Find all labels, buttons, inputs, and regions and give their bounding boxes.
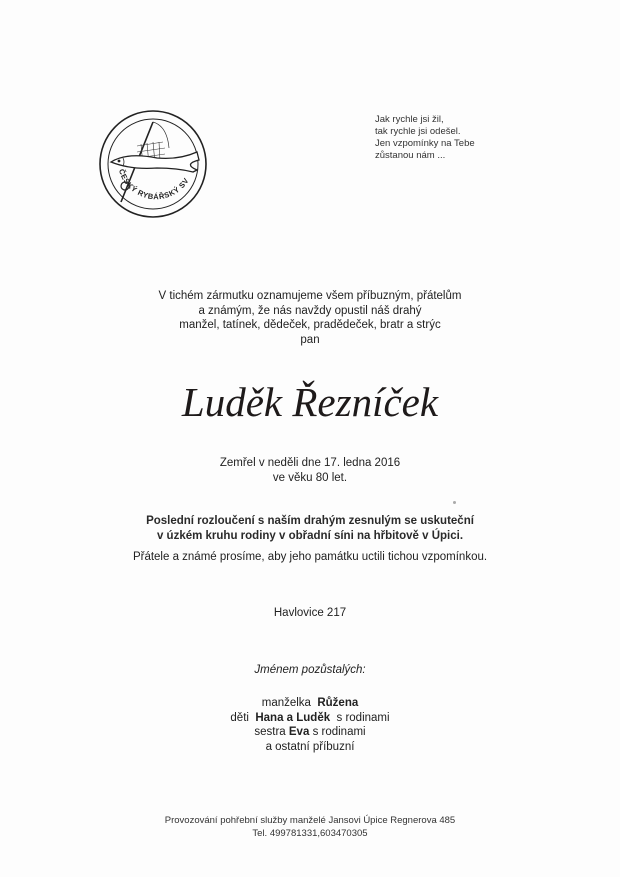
footer-phone: Tel. 499781331,603470305 xyxy=(252,827,368,839)
farewell-info xyxy=(0,514,620,543)
mourner-name: Hana a Luděk xyxy=(255,711,331,724)
mourner-suffix: s rodinami xyxy=(336,711,390,724)
mourner-relation: manželka xyxy=(261,697,311,709)
poem-line: Jak rychle jsi žil, xyxy=(375,114,444,125)
logo-text: ČESKÝ RYBÁŘSKÝ SV xyxy=(116,167,191,202)
poem xyxy=(375,114,475,162)
intro-line: V tichém zármutku oznamujeme všem příbuzným, přátelům xyxy=(158,290,462,302)
farewell-line: Poslední rozloučení s naším drahým zesnulým se uskuteční xyxy=(146,515,474,527)
mourner-children xyxy=(0,711,620,726)
mourner-spouse xyxy=(0,696,620,711)
svg-text:ČESKÝ RYBÁŘSKÝ SVAZ xyxy=(97,108,190,201)
mourner-relation: sestra xyxy=(254,726,286,738)
intro-text xyxy=(0,289,620,347)
poem-line: zůstanou nám ... xyxy=(375,150,446,161)
mourners-list xyxy=(0,696,620,754)
death-info xyxy=(0,456,620,485)
death-date: Zemřel v neděli dne 17. ledna 2016 xyxy=(219,457,401,469)
mourner-suffix: s rodinami xyxy=(312,726,366,738)
intro-line: manžel, tatínek, dědeček, pradědeček, bratr a strýc xyxy=(179,319,441,331)
intro-line: a známým, že nás navždy opustil náš drahý xyxy=(198,304,422,317)
intro-line: pan xyxy=(300,333,320,346)
mourner-name: Eva xyxy=(288,726,310,738)
fish-emblem-icon xyxy=(97,108,209,220)
address: Havlovice 217 xyxy=(273,607,347,619)
fishing-union-logo xyxy=(97,108,209,220)
on-behalf-label: Jménem pozůstalých: xyxy=(254,664,366,676)
mourner-others: a ostatní příbuzní xyxy=(265,740,355,753)
memory-request: Přátele a známé prosíme, aby jeho památku uctili tichou vzpomínkou. xyxy=(132,551,488,563)
poem-line: tak rychle jsi odešel. xyxy=(375,126,461,137)
funeral-service-footer xyxy=(0,815,620,840)
farewell-line: v úzkém kruhu rodiny v obřadní síni na hřbitově v Úpici. xyxy=(156,529,464,542)
footer-company: Provozování pohřební služby manželé Jansovi Úpice Regnerova 485 xyxy=(164,815,456,826)
mourner-sister xyxy=(0,725,620,740)
poem-line: Jen vzpomínky na Tebe xyxy=(375,138,475,149)
mourner-name: Růžena xyxy=(317,697,359,709)
deceased-name: Luděk Řezníček xyxy=(181,379,439,425)
speck xyxy=(453,501,456,504)
mourner-relation: děti xyxy=(230,711,249,724)
death-age: ve věku 80 let. xyxy=(272,471,348,484)
